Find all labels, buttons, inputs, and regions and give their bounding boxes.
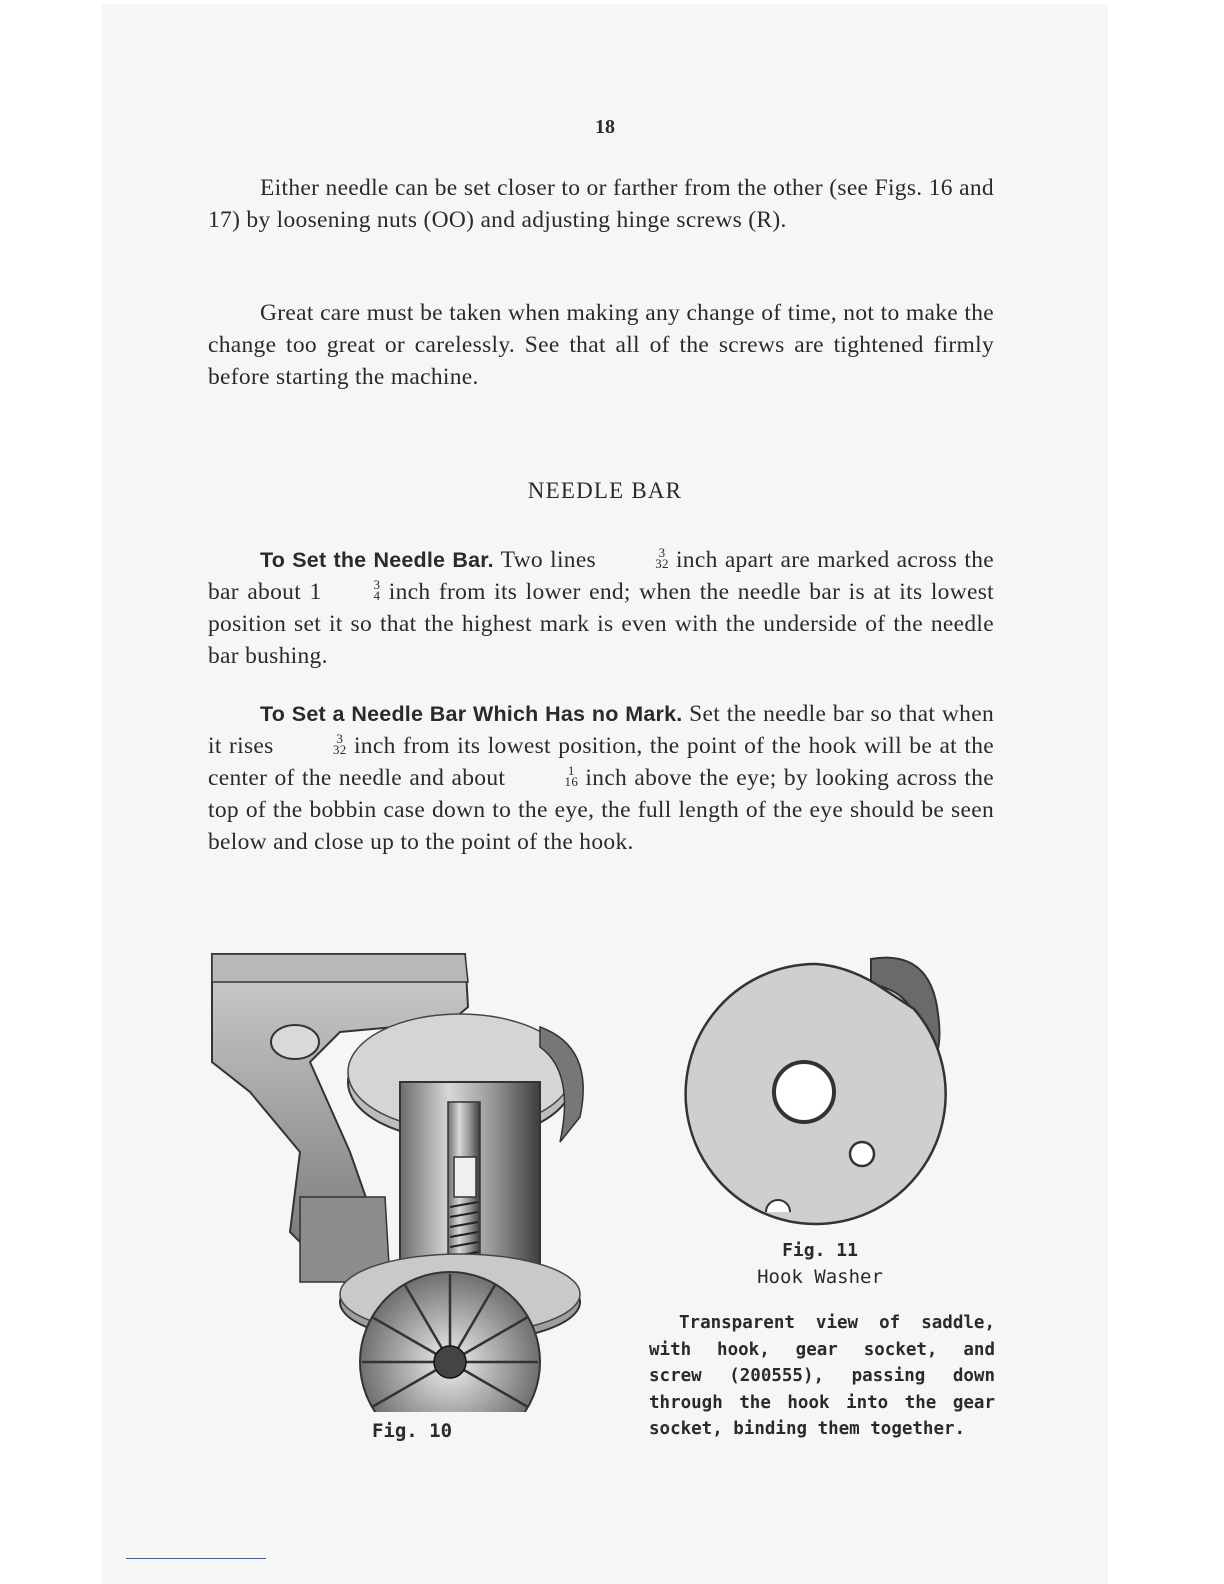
fraction xyxy=(281,733,347,755)
fraction-denominator: 32 xyxy=(332,742,347,757)
figure-description xyxy=(649,1310,995,1443)
fraction xyxy=(322,579,381,601)
hook-washer-illustration xyxy=(676,954,956,1234)
paragraph-text: inch from its lower end; when the needle bar is at its lowest position set it so that the highest mark is even with the underside of the needle bar bushing. xyxy=(208,579,994,669)
run-in-heading: To Set a Needle Bar Which Has no Mark. xyxy=(260,702,683,726)
run-in-heading: To Set the Needle Bar. xyxy=(260,548,494,572)
fraction-numerator: 3 xyxy=(336,731,344,746)
paragraph-text: Two lines xyxy=(493,547,604,573)
section-heading: NEEDLE BAR xyxy=(527,478,683,503)
paragraph-text: Transparent view of saddle, with hook, gear socket, and screw (200555), passing down through the hook into the gear socket, binding them together. xyxy=(649,1313,995,1439)
figure-number: Fig. 11 xyxy=(782,1240,858,1261)
footer-rule xyxy=(126,1558,266,1559)
fraction-denominator: 32 xyxy=(655,556,669,571)
paragraph-text: inch above the eye; by looking across the top of the bobbin case down to the eye, the full length of the eye should be seen below and close up to the point of the hook. xyxy=(208,765,994,855)
figure-title: Hook Washer xyxy=(757,1266,883,1288)
paragraph-set-needle-bar xyxy=(208,544,994,672)
paragraph-text: Great care must be taken when making any change of time, not to make the change too great or carelessly. See that all of the screws are tightened firmly before starting the machine. xyxy=(208,300,994,390)
paragraph-text: Set the needle bar so that when it rises xyxy=(208,701,994,759)
page-number: 18 xyxy=(595,116,615,138)
fraction-denominator: 16 xyxy=(564,774,579,789)
paragraph-text: inch from its lowest position, the point of the hook will be at the center of the needle and about xyxy=(208,733,994,791)
fraction-denominator: 4 xyxy=(373,588,381,603)
figure-caption: Fig. 10 xyxy=(371,1420,453,1442)
paragraph-text: inch apart are marked across the bar about 1 xyxy=(208,547,994,605)
paragraph-text: Either needle can be set closer to or farther from the other (see Figs. 16 and 17) by loosening nuts (OO) and adjusting hinge screws (R). xyxy=(208,175,994,233)
paragraph-care-warning xyxy=(208,297,994,393)
saddle-hook-illustration xyxy=(210,952,610,1412)
paragraph-needle-adjustment xyxy=(208,172,994,236)
document-page xyxy=(102,4,1108,1584)
fraction xyxy=(603,547,669,569)
fraction-numerator: 3 xyxy=(658,545,666,560)
fraction-numerator: 1 xyxy=(567,763,575,778)
fraction xyxy=(513,765,579,787)
fraction-numerator: 3 xyxy=(373,577,381,592)
paragraph-set-unmarked-needle-bar xyxy=(208,698,994,858)
